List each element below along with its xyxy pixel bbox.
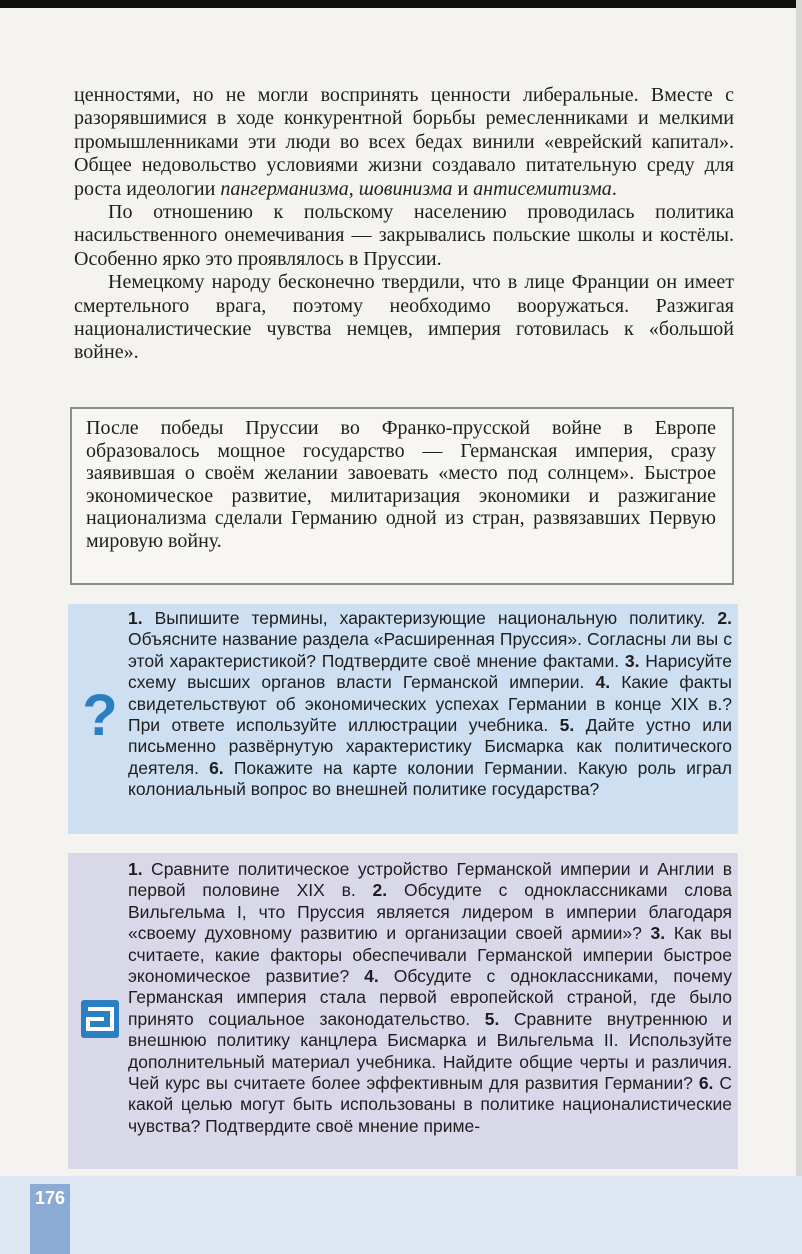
separator: и — [452, 177, 474, 200]
tasks-text — [128, 859, 732, 1137]
question-number: 6. — [209, 757, 224, 778]
question-number: 1. — [128, 608, 143, 628]
questions-text — [128, 608, 732, 801]
question-number: 2. — [717, 608, 732, 628]
question-text: Объясните название раздела «Расширенная Пруссия». Согласны ли вы с этой характеристикой? Подтвердите своё мнение фактами. — [128, 629, 732, 671]
scan-top-edge — [0, 0, 802, 8]
summary-text: После победы Пруссии во Франко-прусской войне в Европе образовалось мощное государство — Германская империя, сразу заявившая о своём желании завоевать «место под солнцем». Быстрое экономическое развитие, милитаризация экономики и разжигание национализма сделали Германию одной из стран, развязавших Первую мировую войну. — [86, 417, 716, 552]
question-text: Дайте устно или письменно развёрнутую характеристику Бисмарка как политического деятеля. — [128, 715, 732, 778]
question-mark-icon: ? — [82, 683, 118, 748]
tasks-panel — [68, 853, 738, 1169]
task-number: 6. — [698, 1073, 714, 1094]
task-text: Обсудите с одноклассниками, почему Германская империя стала первой европейской страной, где было принято социальное законодательство. — [128, 966, 732, 1029]
question-number: 5. — [559, 715, 575, 736]
question-text: Нарисуйте схему высших органов власти Германской империи. — [128, 650, 732, 693]
paragraph-1-text: ценностями, но не могли воспринять ценности либеральные. Вместе с разорявшимися в ходе конкурентной борьбы ремесленниками и мелкими промышленниками эти люди во всех бедах винили «еврейский капитал». Общее недовольство условиями жизни создавало питательную среду для роста идеологии — [74, 84, 734, 200]
separator: . — [611, 177, 617, 200]
task-number: 3. — [650, 923, 666, 944]
task-number: 2. — [372, 880, 388, 901]
question-number: 4. — [595, 672, 611, 693]
page-number: 176 — [30, 1184, 70, 1254]
task-text: Как вы считаете, какие факторы обеспечивали Германской империи быстрое экономическое развитие? — [128, 923, 732, 987]
term-chauvinism: шовинизма — [358, 177, 453, 200]
question-text: Выпишите термины, характеризующие национальную политику. — [142, 608, 718, 628]
paragraph-3: Немецкому народу бесконечно твердили, что в лице Франции он имеет смертельного врага, поэтому необходимо вооружаться. Разжигая националистические чувства немцев, империя готовилась к «большой войне». — [74, 271, 734, 364]
question-number: 3. — [624, 650, 640, 671]
main-text — [74, 84, 734, 365]
task-text: Сравните внутреннюю и внешнюю политику канцлера Бисмарка и Вильгельма II. Используйте дополнительный материал учебника. Найдите общие черты и различия. Чей курс вы считаете более эффективным для развития Германии? — [128, 1008, 732, 1094]
task-number: 4. — [364, 966, 379, 987]
scan-right-edge — [796, 0, 802, 1254]
task-number: 1. — [128, 859, 143, 879]
paragraph-1 — [74, 84, 734, 201]
question-text: Какие факты свидетельствуют об экономических успехах Германии в конце XIX в.? При ответе используйте иллюстрации учебника. — [128, 672, 732, 736]
task-text: Сравните политическое устройство Германской империи и Англии в первой половине XIX в. — [128, 859, 732, 901]
task-text: С какой целью могут быть использованы в политике националистические чувства? Подтвердите своё мнение приме- — [128, 1073, 732, 1136]
paragraph-2: По отношению к польскому населению проводилась политика насильственного онемечивания — закрывались польские школы и костёлы. Особенно ярко это проявлялось в Пруссии. — [74, 201, 734, 270]
task-text: Обсудите с одноклассниками слова Вильгельма I, что Пруссия является лидером в империи благодаря «своему духовному развитию и организации своей армии»? — [128, 880, 732, 944]
separator: , — [348, 177, 359, 200]
summary-box — [70, 407, 734, 585]
questions-panel — [68, 604, 738, 834]
term-pangermanism: пангерманизма — [220, 177, 349, 200]
term-antisemitism: антисемитизма — [473, 177, 612, 200]
task-number: 5. — [484, 1008, 500, 1029]
task-square-icon — [80, 999, 120, 1039]
page-footer-strip — [0, 1176, 802, 1254]
question-text: Покажите на карте колонии Германии. Какую роль играл колониальный вопрос во внешней политике государства? — [128, 757, 732, 800]
